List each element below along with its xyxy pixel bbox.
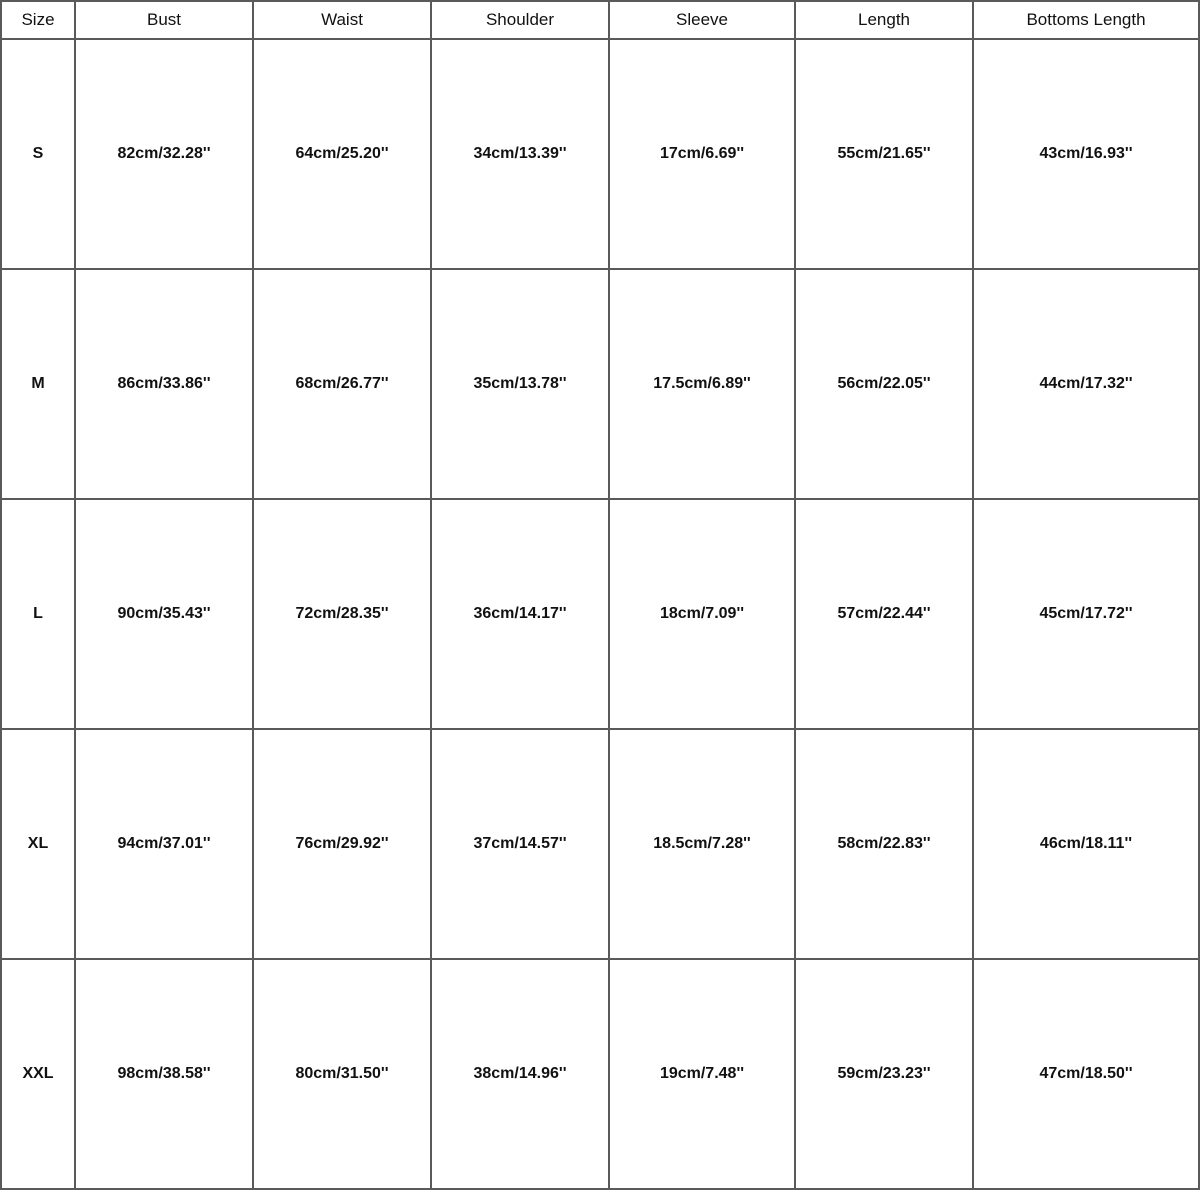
size-cell: XL	[1, 729, 75, 959]
table-row	[1, 959, 1199, 1189]
bust-cell: 82cm/32.28''	[75, 39, 253, 269]
bottoms-length-cell: 47cm/18.50''	[973, 959, 1199, 1189]
shoulder-cell: 38cm/14.96''	[431, 959, 609, 1189]
table-row	[1, 269, 1199, 499]
table-row	[1, 39, 1199, 269]
sleeve-cell: 19cm/7.48''	[609, 959, 795, 1189]
shoulder-cell: 34cm/13.39''	[431, 39, 609, 269]
shoulder-cell: 35cm/13.78''	[431, 269, 609, 499]
bottoms-length-cell: 46cm/18.11''	[973, 729, 1199, 959]
shoulder-cell: 36cm/14.17''	[431, 499, 609, 729]
bust-cell: 90cm/35.43''	[75, 499, 253, 729]
bottoms-length-cell: 45cm/17.72''	[973, 499, 1199, 729]
size-cell: M	[1, 269, 75, 499]
waist-cell: 72cm/28.35''	[253, 499, 431, 729]
bust-cell: 98cm/38.58''	[75, 959, 253, 1189]
header-bust: Bust	[75, 1, 253, 39]
waist-cell: 80cm/31.50''	[253, 959, 431, 1189]
waist-cell: 64cm/25.20''	[253, 39, 431, 269]
waist-cell: 76cm/29.92''	[253, 729, 431, 959]
bust-cell: 94cm/37.01''	[75, 729, 253, 959]
bottoms-length-cell: 43cm/16.93''	[973, 39, 1199, 269]
sleeve-cell: 18cm/7.09''	[609, 499, 795, 729]
header-length: Length	[795, 1, 973, 39]
sleeve-cell: 17.5cm/6.89''	[609, 269, 795, 499]
size-cell: L	[1, 499, 75, 729]
length-cell: 58cm/22.83''	[795, 729, 973, 959]
length-cell: 56cm/22.05''	[795, 269, 973, 499]
header-size: Size	[1, 1, 75, 39]
size-cell: S	[1, 39, 75, 269]
table-row	[1, 729, 1199, 959]
waist-cell: 68cm/26.77''	[253, 269, 431, 499]
header-waist: Waist	[253, 1, 431, 39]
header-row	[1, 1, 1199, 39]
table-row	[1, 499, 1199, 729]
shoulder-cell: 37cm/14.57''	[431, 729, 609, 959]
bottoms-length-cell: 44cm/17.32''	[973, 269, 1199, 499]
length-cell: 57cm/22.44''	[795, 499, 973, 729]
size-cell: XXL	[1, 959, 75, 1189]
bust-cell: 86cm/33.86''	[75, 269, 253, 499]
sleeve-cell: 18.5cm/7.28''	[609, 729, 795, 959]
header-bottoms-length: Bottoms Length	[973, 1, 1199, 39]
sleeve-cell: 17cm/6.69''	[609, 39, 795, 269]
header-shoulder: Shoulder	[431, 1, 609, 39]
length-cell: 55cm/21.65''	[795, 39, 973, 269]
header-sleeve: Sleeve	[609, 1, 795, 39]
length-cell: 59cm/23.23''	[795, 959, 973, 1189]
